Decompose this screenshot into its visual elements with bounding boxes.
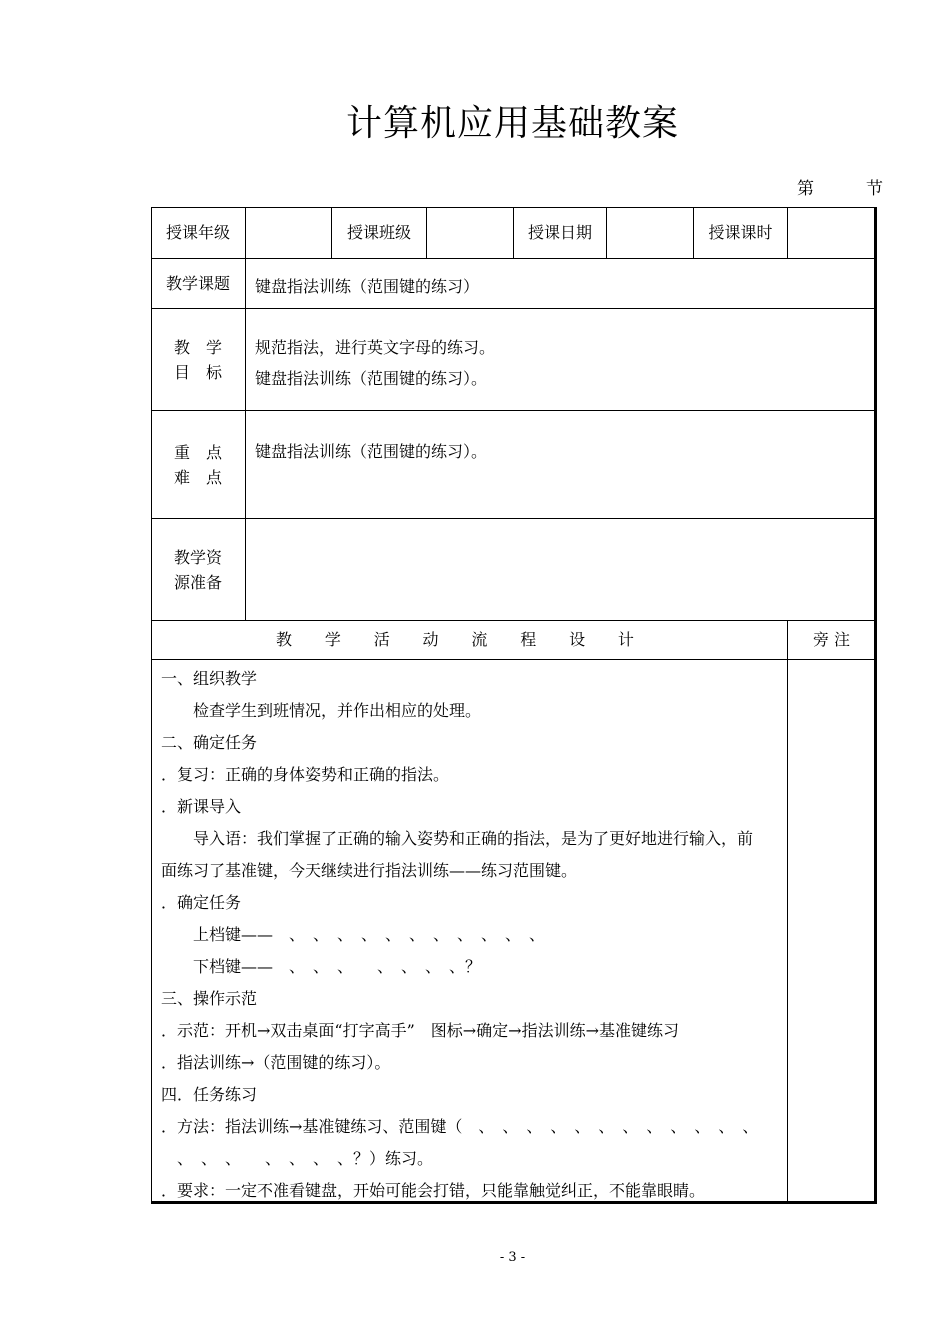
section-prefix: 第 — [797, 179, 814, 199]
row-divider — [151, 659, 875, 660]
flow-header-char: 教 — [276, 630, 293, 649]
class-value — [427, 207, 513, 258]
key-points-line-1: 键盘指法训练（范围键的练习）。 — [255, 442, 488, 461]
hours-label: 授课课时 — [708, 222, 773, 242]
table-shadow-bottom — [151, 1201, 877, 1204]
flow-header-char: 动 — [422, 630, 439, 649]
flow-line: 四．任务练习 — [161, 1085, 258, 1104]
column-divider — [787, 620, 788, 1202]
flow-header-char: 活 — [373, 630, 390, 649]
flow-line: ．指法训练→（范围键的练习）。 — [161, 1053, 391, 1072]
date-label: 授课日期 — [527, 222, 592, 242]
row-divider — [151, 620, 875, 621]
flow-header-char: 流 — [471, 630, 488, 649]
flow-line: 、 、 、 、 、 、 、？）练习。 — [161, 1149, 434, 1168]
key-points-label-line1: 重 点 — [173, 443, 222, 462]
row-divider — [151, 518, 875, 519]
class-label: 授课班级 — [346, 222, 411, 242]
section-number — [797, 174, 883, 199]
flow-line: 一、组织教学 — [161, 669, 258, 688]
page-number: - 3 - — [499, 1250, 526, 1265]
hours-value — [788, 207, 875, 258]
objectives-label — [151, 335, 245, 385]
grade-label: 授课年级 — [165, 222, 230, 242]
flow-header-char: 设 — [569, 630, 586, 649]
topic-label: 教学课题 — [165, 273, 230, 293]
resources-label-line1: 教学资 — [173, 548, 222, 567]
column-divider — [245, 207, 246, 620]
row-divider — [151, 258, 875, 259]
flow-line: 三、操作示范 — [161, 989, 258, 1008]
flow-line: 面练习了基准键，今天继续进行指法训练——练习范围键。 — [161, 861, 578, 880]
document-title: 计算机应用基础教案 — [345, 103, 679, 144]
flow-line: 下档键—— 、 、 、 、 、 、 、？ — [161, 957, 482, 976]
flow-line: 二、确定任务 — [161, 733, 258, 752]
flow-header-char: 程 — [520, 630, 537, 649]
notes-header: 旁 注 — [812, 630, 851, 649]
row-divider — [151, 308, 875, 309]
objectives-line-2: 键盘指法训练（范围键的练习）。 — [255, 369, 488, 388]
key-points-label-line2: 难 点 — [173, 468, 222, 487]
objectives-label-line2: 目 标 — [173, 363, 222, 382]
table-shadow-right — [874, 207, 877, 1204]
flow-line: 检查学生到班情况，并作出相应的处理。 — [161, 701, 482, 720]
flow-header — [276, 630, 634, 650]
flow-line: ．新课导入 — [161, 797, 242, 816]
objectives-label-line1: 教 学 — [173, 338, 222, 357]
resources-label-line2: 源准备 — [173, 573, 222, 592]
row-divider — [151, 410, 875, 411]
lesson-plan-table — [151, 207, 877, 1204]
flow-line: ．复习：正确的身体姿势和正确的指法。 — [161, 765, 450, 784]
flow-line: 上档键—— 、 、 、 、 、 、 、 、 、 、 、 — [161, 925, 546, 944]
topic-value: 键盘指法训练（范围键的练习） — [255, 277, 480, 296]
flow-line: ．方法：指法训练→基准键练习、范围键（ 、 、 、 、 、 、 、 、 、 、 、 、 — [161, 1117, 759, 1136]
key-points-label — [151, 440, 245, 490]
flow-header-char: 计 — [617, 630, 634, 649]
flow-line: ．示范：开机→双击桌面“打字高手” 图标→确定→指法训练→基准键练习 — [161, 1021, 679, 1040]
resources-label — [151, 545, 245, 595]
flow-header-char: 学 — [324, 630, 341, 649]
flow-line: 导入语：我们掌握了正确的输入姿势和正确的指法，是为了更好地进行输入，前 — [161, 829, 754, 848]
date-value — [607, 207, 693, 258]
section-suffix: 节 — [866, 179, 883, 199]
grade-value — [246, 207, 331, 258]
flow-line: ．要求：一定不准看键盘，开始可能会打错，只能靠触觉纠正，不能靠眼睛。 — [161, 1181, 706, 1200]
flow-line: ．确定任务 — [161, 893, 242, 912]
objectives-line-1: 规范指法，进行英文字母的练习。 — [255, 338, 496, 357]
